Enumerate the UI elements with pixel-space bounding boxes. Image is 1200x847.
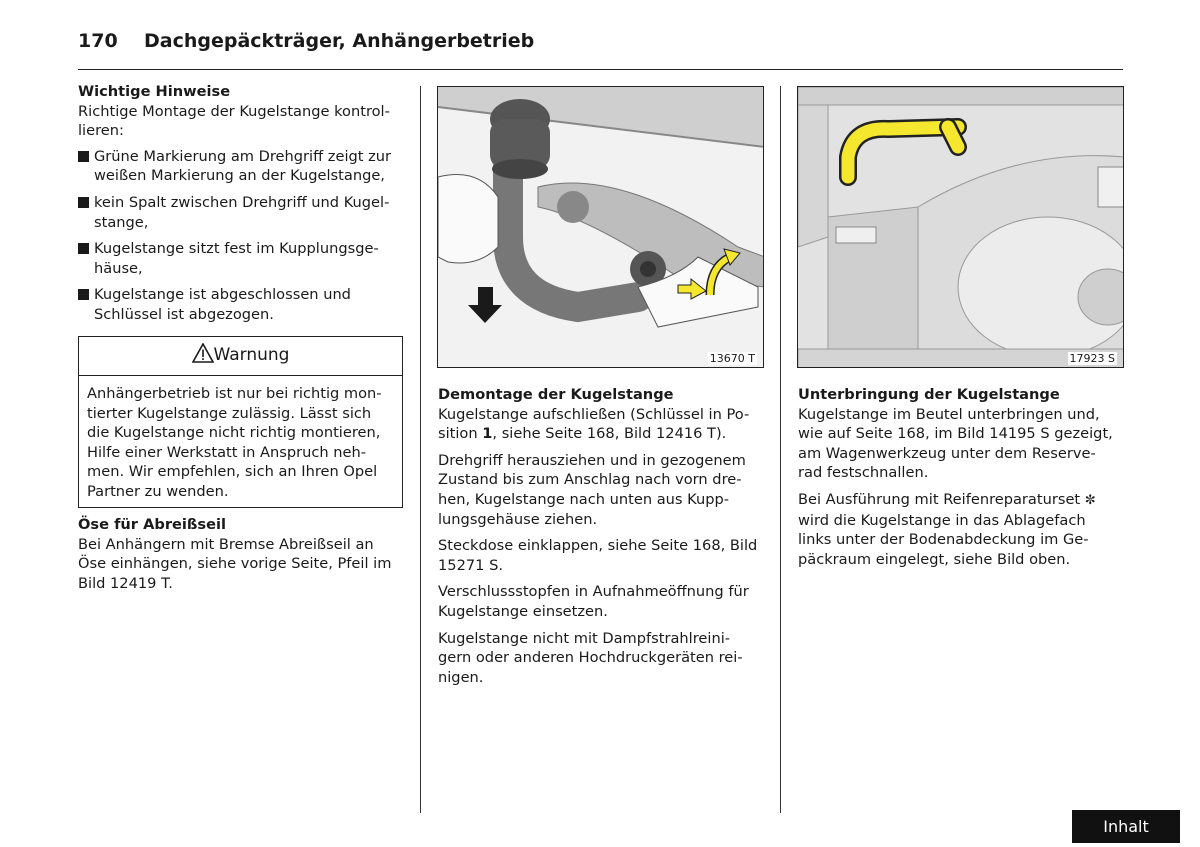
trunk-illustration: [798, 87, 1124, 368]
breakaway-cable-section: Öse für Abreißseil Bei Anhängern mit Bremse Abreißseil an Öse einhängen, siehe vorige Seite, Pfeil im Bild 12419 T.: [78, 515, 406, 593]
checklist: [78, 147, 406, 325]
warning-text: Anhängerbetrieb ist nur bei richtig mon- tierter Kugelstange zulässig. Lässt sich die Kugelstange nicht richtig montieren, Hilfe einer Werkstatt in Anspruch neh- men. Wir empfehlen, sich an Ihren Opel Partner zu wenden.: [87, 385, 382, 500]
paragraph: Kugelstange im Beutel unterbringen und, wie auf Seite 168, im Bild 14195 S gezeigt, am Wagenwerkzeug unter dem Reserve- rad festschnallen.: [798, 405, 1113, 482]
square-bullet-icon: [78, 151, 89, 162]
towbar-removal-figure: [437, 86, 764, 368]
figure-code: 17923 S: [1069, 352, 1115, 365]
list-item: Kugelstange sitzt fest im Kupplungsge- häuse,: [78, 239, 406, 278]
paragraph: Bei Ausführung mit Reifenreparaturset ✼ wird die Kugelstange in das Ablagefach links unter der Bodenabdeckung im Ge- päckraum eingelegt, siehe Bild oben.: [798, 490, 1096, 568]
warning-header: [79, 337, 402, 376]
warning-box: [78, 336, 403, 508]
square-bullet-icon: [78, 243, 89, 254]
storage-heading: Unterbringung der Kugelstange: [798, 386, 1060, 403]
paragraph: Kugelstange aufschließen (Schlüssel in Po- sition 1, siehe Seite 168, Bild 12416 T).: [438, 405, 750, 443]
storage-section: [798, 385, 1126, 576]
repair-kit-symbol-icon: ✼: [1084, 492, 1096, 508]
paragraph: Drehgriff herausziehen und in gezogenem Zustand bis zum Anschlag nach vorn dre- hen, Kugelstange nach unten aus Kupp- lungsgehäuse ziehen.: [438, 451, 746, 528]
intro-line-1: Richtige Montage der Kugelstange kontrol-: [78, 102, 390, 120]
intro-line-2: lieren:: [78, 122, 124, 140]
header-divider: [78, 69, 1123, 70]
removal-heading: Demontage der Kugelstange: [438, 386, 674, 403]
important-notes-heading: Wichtige Hinweise: [78, 83, 231, 100]
page-number: 170: [78, 30, 118, 52]
removal-section: [438, 385, 768, 694]
square-bullet-icon: [78, 197, 89, 208]
warning-title: Warnung: [213, 345, 290, 365]
important-notes-section: [78, 82, 406, 332]
figure-code: 13670 T: [709, 352, 755, 365]
square-bullet-icon: [78, 289, 89, 300]
paragraph: Steckdose einklappen, siehe Seite 168, Bild 15271 S.: [438, 537, 758, 574]
column-divider: [420, 86, 421, 813]
table-of-contents-button[interactable]: Inhalt: [1070, 808, 1182, 845]
list-item: kein Spalt zwischen Drehgriff und Kugel- stange,: [78, 193, 406, 232]
column-divider: [780, 86, 781, 813]
towbar-storage-figure: [797, 86, 1124, 368]
breakaway-heading: Öse für Abreißseil: [78, 516, 227, 533]
warning-triangle-icon: [192, 343, 214, 363]
towbar-illustration: [438, 87, 764, 368]
list-item: Grüne Markierung am Drehgriff zeigt zur weißen Markierung an der Kugelstange,: [78, 147, 406, 186]
page-title: Dachgepäckträger, Anhängerbetrieb: [144, 30, 535, 52]
paragraph: Kugelstange nicht mit Dampfstrahlreini- gern oder anderen Hochdruckgeräten rei- nigen.: [438, 629, 743, 686]
list-item: Kugelstange ist abgeschlossen und Schlüssel ist abgezogen.: [78, 285, 406, 324]
paragraph: Verschlussstopfen in Aufnahmeöffnung für Kugelstange einsetzen.: [438, 583, 749, 620]
